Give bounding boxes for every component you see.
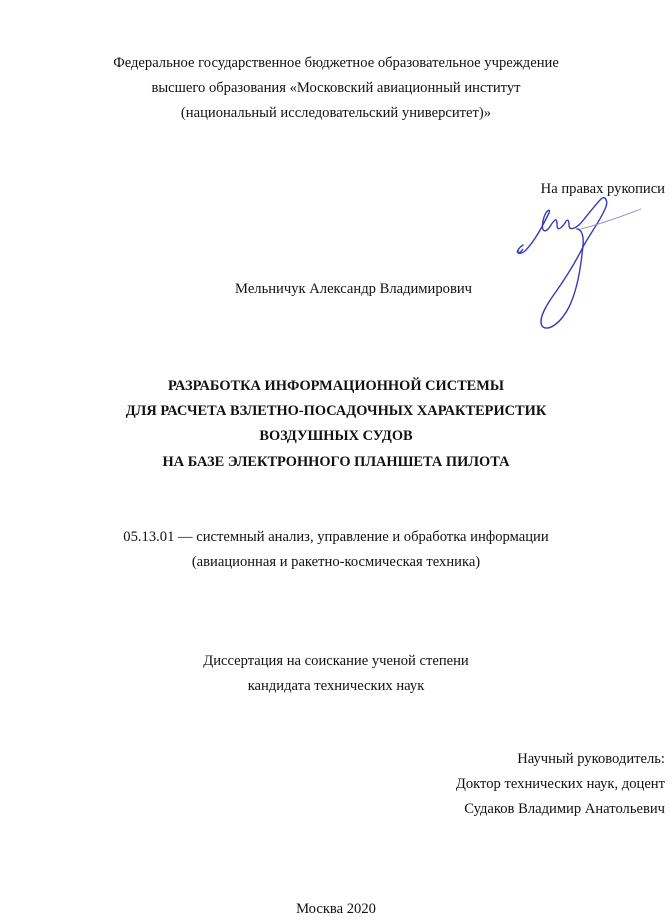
degree-line-2: кандидата технических наук [247, 678, 425, 694]
institution-line-2: высшего образования «Московский авиационный институт [151, 80, 521, 96]
supervisor-rank: Доктор технических наук, доцент [455, 776, 665, 792]
signature-icon [505, 195, 645, 330]
supervisor-name: Судаков Владимир Анатольевич [464, 801, 665, 817]
supervisor-label: Научный руководитель: [517, 751, 665, 767]
title-line-4: НА БАЗЕ ЭЛЕКТРОННОГО ПЛАНШЕТА ПИЛОТА [162, 454, 510, 470]
institution-line-1: Федеральное государственное бюджетное образовательное учреждение [113, 55, 559, 71]
title-line-2: ДЛЯ РАСЧЕТА ВЗЛЕТНО-ПОСАДОЧНЫХ ХАРАКТЕРИСТИК [125, 403, 547, 419]
city-year: Москва 2020 [296, 901, 376, 917]
title-line-3: ВОЗДУШНЫХ СУДОВ [259, 428, 413, 444]
title-line-1: РАЗРАБОТКА ИНФОРМАЦИОННОЙ СИСТЕМЫ [168, 378, 504, 394]
institution-line-3: (национальный исследовательский университет)» [180, 105, 492, 121]
specialty-line-2: (авиационная и ракетно-космическая техника) [191, 554, 481, 570]
manuscript-note: На правах рукописи [540, 181, 665, 197]
author-name: Мельничук Александр Владимирович [235, 281, 472, 297]
degree-line-1: Диссертация на соискание ученой степени [203, 653, 469, 669]
specialty-line-1: 05.13.01 — системный анализ, управление и обработка информации [123, 529, 549, 545]
